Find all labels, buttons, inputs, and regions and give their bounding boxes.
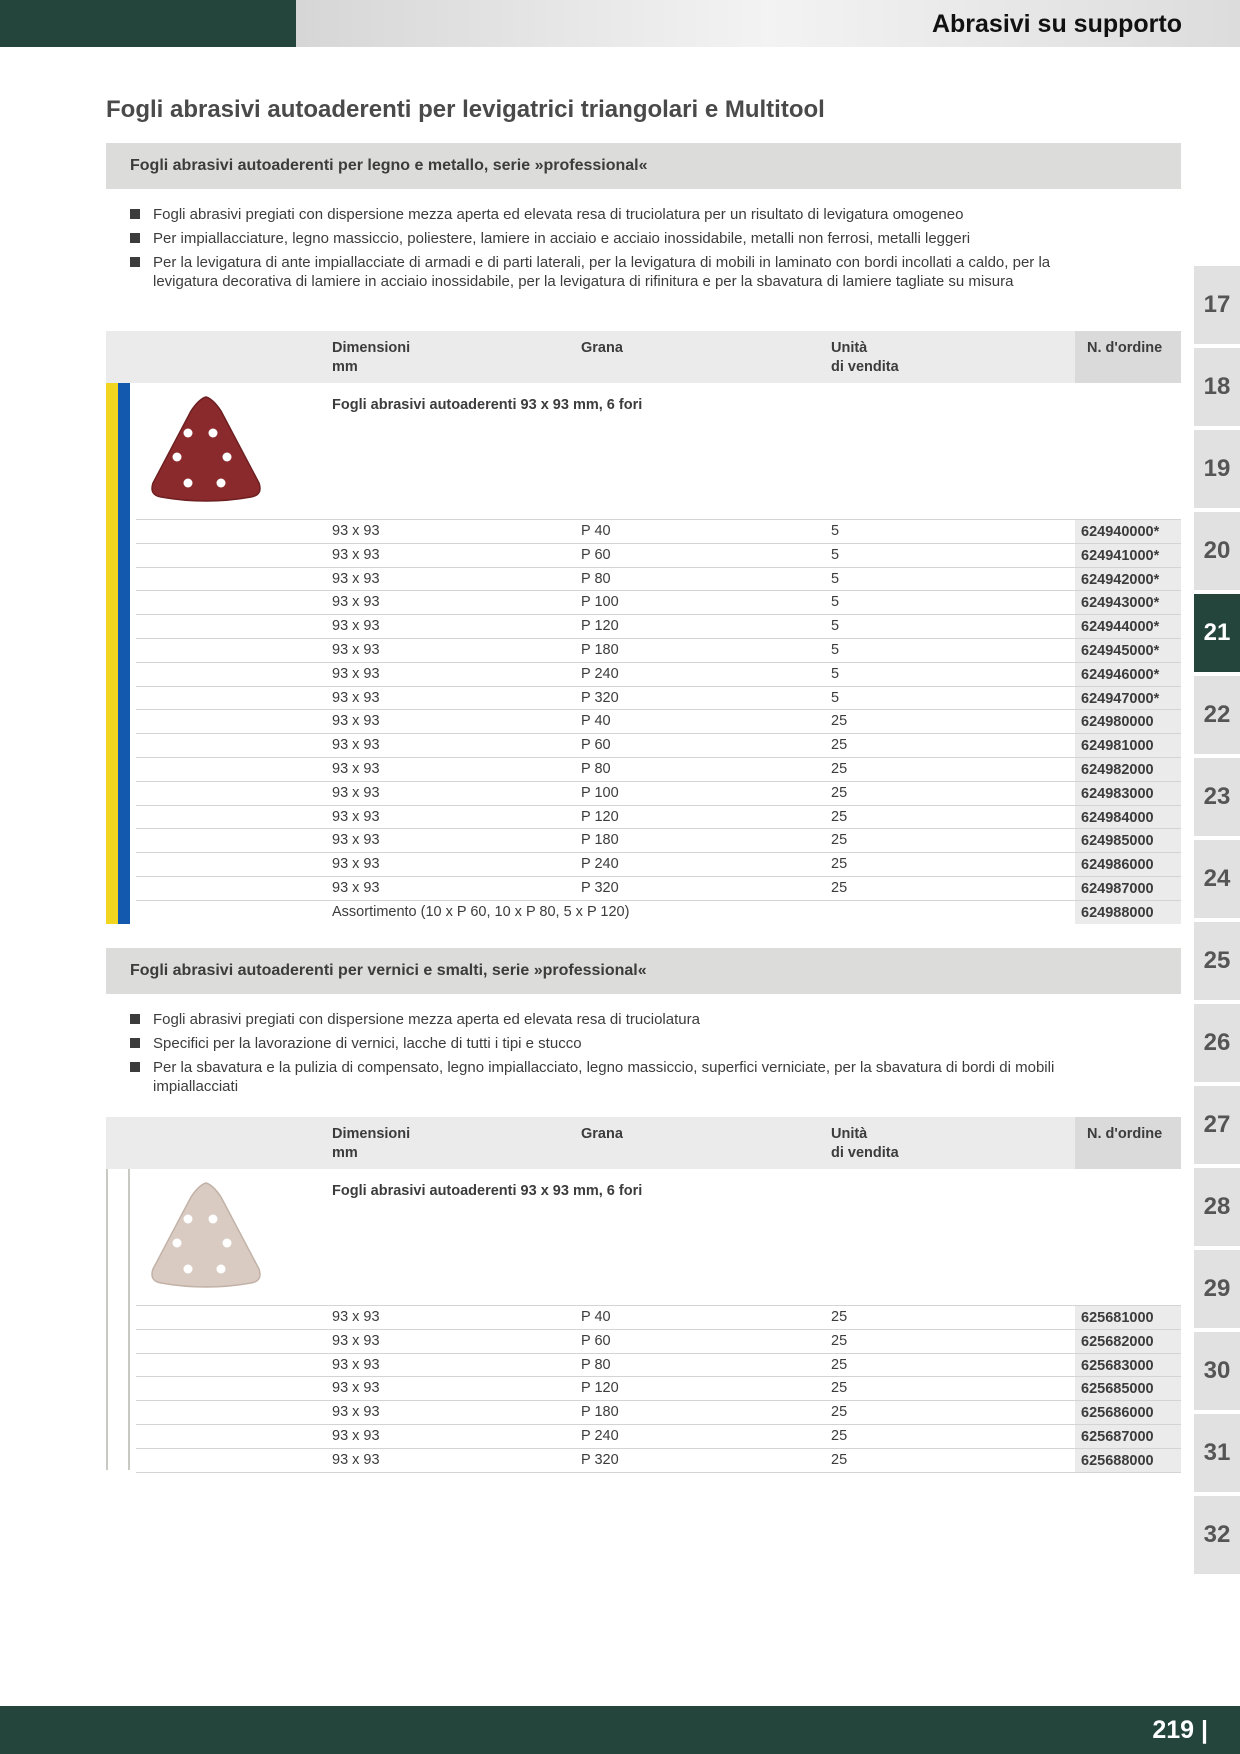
table-row	[136, 567, 1181, 591]
feature-list	[130, 1010, 1090, 1101]
cell-dimensions: 93 x 93	[332, 689, 380, 706]
cell-sales-unit: 5	[831, 570, 840, 587]
cell-grit: P 80	[581, 760, 611, 777]
table-row	[136, 662, 1181, 686]
chapter-tab-17[interactable]: 17	[1194, 266, 1240, 344]
footer-bar	[0, 1706, 1240, 1754]
chapter-tab-18[interactable]: 18	[1194, 348, 1240, 426]
cell-dimensions: 93 x 93	[332, 546, 380, 563]
order-number: 625682000	[1075, 1330, 1181, 1353]
order-number: 624940000*	[1075, 520, 1181, 543]
table-row-assortment	[136, 900, 1181, 924]
col-header-dimensions	[332, 339, 410, 377]
col-header-label: N. d'ordine	[1087, 1126, 1163, 1142]
assortment-label: Assortimento (10 x P 60, 10 x P 80, 5 x P 120)	[332, 903, 630, 920]
order-number: 624984000	[1075, 806, 1181, 829]
cell-dimensions: 93 x 93	[332, 808, 380, 825]
product-row	[106, 1169, 1181, 1305]
section-heading-band	[106, 143, 1181, 189]
cell-dimensions: 93 x 93	[332, 665, 380, 682]
feature-item: Fogli abrasivi pregiati con dispersione mezza aperta ed elevata resa di truciolatura per un risultato di levigatura omogeneo	[130, 205, 1090, 224]
order-number: 624947000*	[1075, 687, 1181, 710]
cell-dimensions: 93 x 93	[332, 1332, 380, 1349]
order-number: 625683000	[1075, 1354, 1181, 1377]
feature-item: Per la levigatura di ante impiallacciate di armadi e di parti laterali, per la levigatura di mobili in laminato con bordi incollati a caldo, per la levigatura decorativa di lamiere in acciaio inossidabile, per la levigatura di rifinitura e per la sbavatura di lamiere tagliate su misura	[130, 253, 1090, 291]
cell-sales-unit: 25	[831, 737, 848, 754]
cell-dimensions: 93 x 93	[332, 1404, 380, 1421]
table-row	[136, 1376, 1181, 1400]
order-number: 624943000*	[1075, 591, 1181, 614]
cell-grit: P 80	[581, 570, 611, 587]
table-row	[136, 686, 1181, 710]
col-header-unit: mm	[332, 359, 358, 375]
cell-dimensions: 93 x 93	[332, 856, 380, 873]
product-name: Fogli abrasivi autoaderenti 93 x 93 mm, 6 fori	[332, 397, 643, 413]
cell-sales-unit: 25	[831, 832, 848, 849]
cell-sales-unit: 5	[831, 665, 840, 682]
order-number: 624945000*	[1075, 639, 1181, 662]
cell-dimensions: 93 x 93	[332, 1380, 380, 1397]
sanding-sheet-white-image	[141, 1177, 271, 1295]
chapter-tab-25[interactable]: 25	[1194, 922, 1240, 1000]
cell-grit: P 60	[581, 737, 611, 754]
order-number: 624985000	[1075, 829, 1181, 852]
order-number: 624986000	[1075, 853, 1181, 876]
cell-sales-unit: 5	[831, 546, 840, 563]
table-row	[136, 543, 1181, 567]
section-heading: Fogli abrasivi autoaderenti per legno e metallo, serie »professional«	[130, 157, 648, 174]
product-name: Fogli abrasivi autoaderenti 93 x 93 mm, 6 fori	[332, 1183, 643, 1199]
cell-dimensions: 93 x 93	[332, 570, 380, 587]
product-row	[106, 383, 1181, 519]
order-number: 624988000	[1075, 901, 1181, 924]
table-row	[136, 876, 1181, 900]
page-number: 219 |	[1152, 1716, 1208, 1744]
cell-dimensions: 93 x 93	[332, 523, 380, 539]
feature-list	[130, 205, 1090, 296]
cell-grit: P 320	[581, 689, 619, 706]
cell-dimensions: 93 x 93	[332, 832, 380, 849]
order-number: 624980000	[1075, 710, 1181, 733]
table-row	[136, 781, 1181, 805]
cell-grit: P 180	[581, 641, 619, 658]
order-number: 624981000	[1075, 734, 1181, 757]
feature-item: Per la sbavatura e la pulizia di compensato, legno impiallacciato, legno massiccio, superfici verniciate, per la sbavatura di bordi di mobili impiallacciati	[130, 1058, 1090, 1096]
cell-grit: P 120	[581, 1380, 619, 1397]
feature-item: Specifici per la lavorazione di vernici, lacche di tutti i tipi e stucco	[130, 1034, 1090, 1053]
table-row	[136, 1329, 1181, 1353]
cell-sales-unit: 25	[831, 808, 848, 825]
cell-grit: P 40	[581, 1309, 611, 1325]
sanding-sheet-red-image	[141, 391, 271, 509]
order-number: 624946000*	[1075, 663, 1181, 686]
header-accent-bar	[0, 0, 296, 47]
table-row	[136, 614, 1181, 638]
cell-grit: P 40	[581, 523, 611, 539]
cell-dimensions: 93 x 93	[332, 1451, 380, 1468]
col-header-label: di vendita	[831, 1145, 899, 1161]
chapter-tab-19[interactable]: 19	[1194, 430, 1240, 508]
chapter-tab-20[interactable]: 20	[1194, 512, 1240, 590]
col-header-label: Unità	[831, 340, 868, 356]
feature-item: Fogli abrasivi pregiati con dispersione mezza aperta ed elevata resa di truciolatura	[130, 1010, 1090, 1029]
cell-grit: P 60	[581, 1332, 611, 1349]
table-row	[136, 733, 1181, 757]
chapter-tab-24[interactable]: 24	[1194, 840, 1240, 918]
cell-grit: P 80	[581, 1356, 611, 1373]
cell-grit: P 180	[581, 832, 619, 849]
col-header-sales-unit	[831, 1125, 899, 1163]
table-row	[136, 757, 1181, 781]
chapter-tab-28[interactable]: 28	[1194, 1168, 1240, 1246]
cell-sales-unit: 5	[831, 618, 840, 635]
col-header-unit: mm	[332, 1145, 358, 1161]
cell-dimensions: 93 x 93	[332, 737, 380, 754]
table-row	[136, 828, 1181, 852]
cell-dimensions: 93 x 93	[332, 760, 380, 777]
table-body	[106, 1305, 1181, 1472]
chapter-tab-31[interactable]: 31	[1194, 1414, 1240, 1492]
cell-grit: P 240	[581, 665, 619, 682]
order-number: 624983000	[1075, 782, 1181, 805]
cell-grit: P 60	[581, 546, 611, 563]
col-header-label: Unità	[831, 1126, 868, 1142]
cell-dimensions: 93 x 93	[332, 1427, 380, 1444]
cell-grit: P 100	[581, 784, 619, 801]
cell-grit: P 120	[581, 808, 619, 825]
order-number: 624944000*	[1075, 615, 1181, 638]
cell-dimensions: 93 x 93	[332, 641, 380, 658]
col-header-label: di vendita	[831, 359, 899, 375]
table-row	[136, 709, 1181, 733]
order-number: 624982000	[1075, 758, 1181, 781]
cell-dimensions: 93 x 93	[332, 618, 380, 635]
cell-sales-unit: 25	[831, 1427, 848, 1444]
order-number: 625681000	[1075, 1306, 1181, 1329]
table-row	[136, 519, 1181, 543]
cell-sales-unit: 25	[831, 1332, 848, 1349]
cell-dimensions: 93 x 93	[332, 784, 380, 801]
table-row	[136, 1424, 1181, 1448]
cell-grit: P 240	[581, 1427, 619, 1444]
table-row	[136, 590, 1181, 614]
cell-sales-unit: 25	[831, 713, 848, 730]
cell-grit: P 320	[581, 879, 619, 896]
cell-dimensions: 93 x 93	[332, 1356, 380, 1373]
col-header-grit: Grana	[581, 340, 623, 356]
cell-sales-unit: 25	[831, 1309, 848, 1325]
col-header-sales-unit	[831, 339, 899, 377]
cell-sales-unit: 25	[831, 1356, 848, 1373]
section-heading-band	[106, 948, 1181, 994]
table-body	[106, 519, 1181, 900]
table-row	[136, 805, 1181, 829]
chapter-tab-29[interactable]: 29	[1194, 1250, 1240, 1328]
product-table	[106, 1117, 1181, 1473]
cell-sales-unit: 5	[831, 641, 840, 658]
cell-sales-unit: 25	[831, 1451, 848, 1468]
cell-sales-unit: 5	[831, 594, 840, 611]
cell-sales-unit: 25	[831, 760, 848, 777]
col-header-order-number	[1075, 1117, 1181, 1169]
cell-sales-unit: 25	[831, 784, 848, 801]
order-number: 624942000*	[1075, 568, 1181, 591]
chapter-tab-30[interactable]: 30	[1194, 1332, 1240, 1410]
order-number: 625688000	[1075, 1449, 1181, 1472]
cell-dimensions: 93 x 93	[332, 1309, 380, 1325]
order-number: 625686000	[1075, 1401, 1181, 1424]
col-header-label: N. d'ordine	[1087, 340, 1163, 356]
chapter-tab-23[interactable]: 23	[1194, 758, 1240, 836]
col-header-label: Dimensioni	[332, 1126, 411, 1142]
feature-item: Per impiallacciature, legno massiccio, poliestere, lamiere in acciaio e acciaio inossidabile, metalli non ferrosi, metalli leggeri	[130, 229, 1090, 248]
section-heading: Fogli abrasivi autoaderenti per vernici e smalti, serie »professional«	[130, 962, 647, 979]
table-row	[136, 1305, 1181, 1329]
col-header-dimensions	[332, 1125, 410, 1163]
table-header	[106, 331, 1181, 383]
cell-dimensions: 93 x 93	[332, 594, 380, 611]
order-number: 625685000	[1075, 1377, 1181, 1400]
chapter-tab-26[interactable]: 26	[1194, 1004, 1240, 1082]
col-header-grit: Grana	[581, 1126, 623, 1142]
cell-dimensions: 93 x 93	[332, 713, 380, 730]
header-title: Abrasivi su supporto	[931, 10, 1182, 38]
table-row	[136, 852, 1181, 876]
order-number: 624987000	[1075, 877, 1181, 900]
chapter-tab-32[interactable]: 32	[1194, 1496, 1240, 1574]
cell-grit: P 320	[581, 1451, 619, 1468]
chapter-tab-22[interactable]: 22	[1194, 676, 1240, 754]
page-title: Fogli abrasivi autoaderenti per levigatrici triangolari e Multitool	[106, 96, 825, 123]
table-row	[136, 1448, 1181, 1472]
table-row	[136, 638, 1181, 662]
order-number: 624941000*	[1075, 544, 1181, 567]
cell-grit: P 180	[581, 1404, 619, 1421]
cell-sales-unit: 25	[831, 1380, 848, 1397]
chapter-index-tabs	[1194, 266, 1240, 1578]
chapter-tab-21[interactable]: 21	[1194, 594, 1240, 672]
cell-grit: P 240	[581, 856, 619, 873]
table-header	[106, 1117, 1181, 1169]
cell-grit: P 120	[581, 618, 619, 635]
cell-sales-unit: 25	[831, 856, 848, 873]
order-number: 625687000	[1075, 1425, 1181, 1448]
col-header-order-number	[1075, 331, 1181, 383]
product-table	[106, 331, 1181, 924]
table-row	[136, 1353, 1181, 1377]
cell-grit: P 40	[581, 713, 611, 730]
cell-dimensions: 93 x 93	[332, 879, 380, 896]
chapter-tab-27[interactable]: 27	[1194, 1086, 1240, 1164]
cell-grit: P 100	[581, 594, 619, 611]
cell-sales-unit: 25	[831, 1404, 848, 1421]
cell-sales-unit: 25	[831, 879, 848, 896]
table-bottom-rule	[136, 1472, 1181, 1473]
cell-sales-unit: 5	[831, 523, 840, 539]
col-header-label: Dimensioni	[332, 340, 411, 356]
table-row	[136, 1400, 1181, 1424]
cell-sales-unit: 5	[831, 689, 840, 706]
